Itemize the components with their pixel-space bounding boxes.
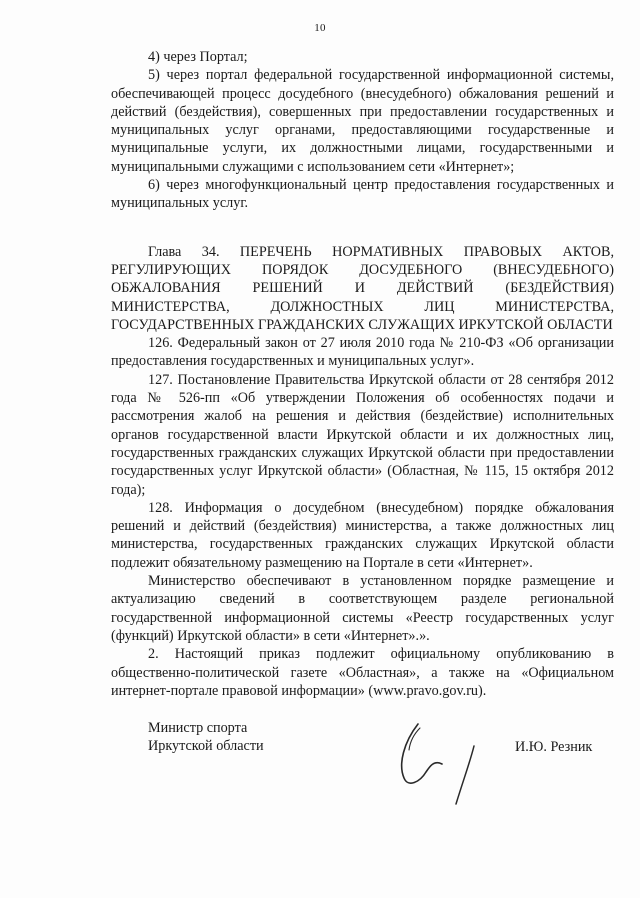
handwritten-signature: [390, 712, 500, 812]
signatory-title: [148, 719, 264, 756]
paragraph-item-126: 126. Федеральный закон от 27 июля 2010 года № 210-ФЗ «Об организации предоставления государственных и муниципальных услуг».: [111, 335, 614, 370]
signatory-title-line2: Иркутской области: [148, 738, 264, 755]
document-body: [111, 48, 614, 700]
paragraph-item-5: 5) через портал федеральной государственной информационной системы, обеспечивающей процесс досудебного (внесудебного) обжалования решений и действий (бездействия), совершенных при предоставлении государственных и муниципальных услуг органами, предоставляющими государственные и муниципальные услуги, их должностными лицами, государственными и муниципальными служащими с использованием сети «Интернет»;: [111, 67, 614, 175]
chapter-heading: Глава 34. ПЕРЕЧЕНЬ НОРМАТИВНЫХ ПРАВОВЫХ АКТОВ, РЕГУЛИРУЮЩИХ ПОРЯДОК ДОСУДЕБНОГО (ВНЕСУДЕБНОГО) ОБЖАЛОВАНИЯ РЕШЕНИЙ И ДЕЙСТВИЙ (БЕЗДЕЙСТВИЯ) МИНИСТЕРСТВА, ДОЛЖНОСТНЫХ ЛИЦ МИНИСТЕРСТВА, ГОСУДАРСТВЕННЫХ ГРАЖДАНСКИХ СЛУЖАЩИХ ИРКУТСКОЙ ОБЛАСТИ: [111, 243, 614, 333]
page-number: 10: [314, 22, 326, 34]
paragraph-ministry-note: Министерство обеспечивают в установленном порядке размещение и актуализацию сведений в соответствующем разделе региональной государственной информационной системы «Реестр государственных услуг (функций) Иркутской области» в сети «Интернет».».: [111, 573, 614, 644]
paragraph-item-127: 127. Постановление Правительства Иркутской области от 28 сентября 2012 года № 526-пп «Об утверждении Положения об особенностях подачи и рассмотрения жалоб на решения и действия (бездействие) исполнительных органов государственной власти Иркутской области и их должностных лиц, государственных гражданских служащих Иркутской области при предоставлении государственных услуг Иркутской области» (Областная, № 115, 15 октября 2012 года);: [111, 371, 614, 498]
signatory-name: И.Ю. Резник: [515, 739, 593, 755]
signatory-title-line1: Министр спорта: [148, 720, 248, 736]
paragraph-item-6: 6) через многофункциональный центр предоставления государственных и муниципальных услуг.: [111, 177, 614, 212]
paragraph-item-128: 128. Информация о досудебном (внесудебном) порядке обжалования решений и действий (бездействия) министерства, а также должностных лиц министерства, государственных гражданских служащих Иркутской области подлежит обязательному размещению на Портале в сети «Интернет».: [111, 499, 614, 571]
paragraph-item-4: 4) через Портал;: [148, 49, 248, 65]
paragraph-item-2: 2. Настоящий приказ подлежит официальному опубликованию в общественно-политической газете «Областная», а также на «Официальном интернет-портале правовой информации» (www.pravo.gov.ru).: [111, 646, 614, 699]
